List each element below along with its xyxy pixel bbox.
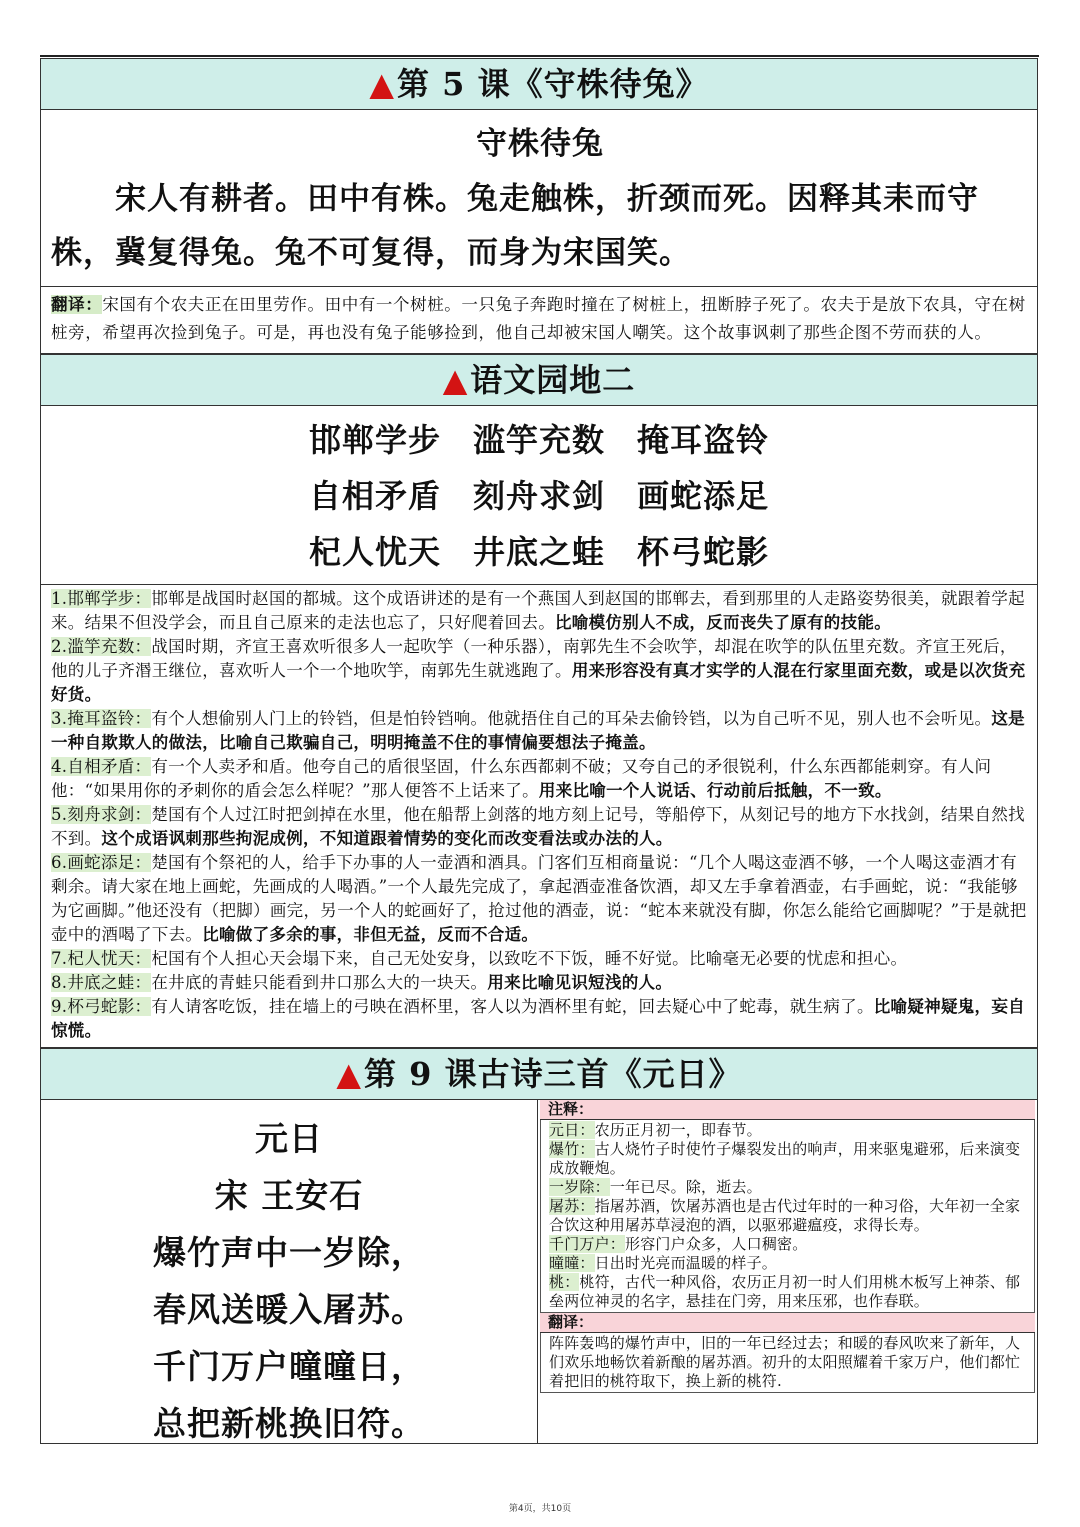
explanation-item <box>51 851 1027 947</box>
explanation-meaning: 这个成语讽刺那些拘泥成例，不知道跟着情势的变化而改变看法或办法的人。 <box>101 829 673 848</box>
idiom: 邯郸学步 <box>308 421 441 459</box>
explanation-text: 杞国有个人担心天会塌下来，自己无处安身，以致吃不下饭，睡不好觉。比喻毫无必要的忧虑和担心。 <box>151 949 908 968</box>
idiom: 滥竽充数 <box>472 421 605 459</box>
poem-line: 千门万户曈曈日， <box>153 1347 425 1386</box>
explanation-text: 邯郸是战国时赵国的都城。这个成语讲述的是有一个燕国人到赵国的邯郸去，看到那里的人走路姿势很美，就跟着学起来。结果不但没学会，而且自己原来的走法也忘了，只好爬着回去。 <box>51 589 1025 632</box>
lesson9-content <box>41 1100 1037 1444</box>
explanation-key: 7.杞人忧天： <box>51 949 152 968</box>
explanation-key: 5.刻舟求剑： <box>51 805 152 824</box>
explanation-text: 有人请客吃饭，挂在墙上的弓映在酒杯里，客人以为酒杯里有蛇，回去疑心中了蛇毒，就生病了。 <box>151 997 874 1016</box>
note-key: 曈曈： <box>549 1254 595 1272</box>
idiom: 杞人忧天 <box>308 533 441 571</box>
translation-label: 翻译： <box>51 295 103 314</box>
triangle-icon: ▲ <box>369 65 396 103</box>
explanation-meaning: 用来比喻一个人说话、行动前后抵触，不一致。 <box>538 781 892 800</box>
explanation-meaning: 比喻模仿别人不成，反而丧失了原有的技能。 <box>555 613 891 632</box>
explanation-key: 9.杯弓蛇影： <box>51 997 152 1016</box>
garden2-heading <box>41 354 1037 406</box>
explanation-text: 楚国有个祭祀的人，给手下办事的人一壶酒和酒具。门客们互相商量说：“几个人喝这壶酒不够，一个人喝这壶酒才有剩余。请大家在地上画蛇，先画成的人喝酒。”一个人最先完成了，拿起酒壶准备饮酒，却又左手拿着酒壶，右手画蛇，说：“我能够为它画脚。”他还没有（把脚）画完，另一个人的蛇画好了，抢过他的酒壶，说：“蛇本来就没有脚，你怎么能给它画脚呢？”于是就把壶中的酒喝了下去。 <box>51 853 1027 944</box>
note-text: 一年已尽。除，逝去。 <box>609 1178 762 1196</box>
note-item <box>549 1197 1026 1235</box>
idiom-row <box>41 468 1037 524</box>
note-item <box>549 1121 1026 1140</box>
worksheet <box>40 58 1038 1444</box>
note-text: 指屠苏酒，饮屠苏酒也是古代过年时的一种习俗，大年初一全家合饮这种用屠苏草浸泡的酒，以驱邪避瘟疫，求得长寿。 <box>549 1197 1021 1234</box>
poem-author: 宋 王安石 <box>214 1176 364 1215</box>
lesson9-heading <box>41 1048 1037 1100</box>
poem-line: 爆竹声中一岁除， <box>153 1233 425 1272</box>
explanation-meaning: 这是一种自欺欺人的做法，比喻自己欺骗自己，明明掩盖不住的事情偏要想法子掩盖。 <box>51 709 1025 752</box>
explanation-key: 8.井底之蛙： <box>51 973 152 992</box>
top-rule <box>40 55 1039 57</box>
note-key: 一岁除： <box>549 1178 610 1196</box>
idiom: 自相矛盾 <box>308 477 441 515</box>
explanation-text: 在井底的青蛙只能看到井口那么大的一块天。 <box>151 973 488 992</box>
explanation-item <box>51 635 1027 707</box>
lesson5-translation <box>41 287 1037 354</box>
idiom-row <box>41 524 1037 580</box>
note-item <box>549 1235 1026 1254</box>
poem-translation: 阵阵轰鸣的爆竹声中，旧的一年已经过去；和暖的春风吹来了新年，人们欢乐地畅饮着新酿的屠苏酒。初升的太阳照耀着千家万户，他们都忙着把旧的桃符取下，换上新的桃符. <box>540 1333 1035 1393</box>
note-item <box>549 1178 1026 1197</box>
explanation-key: 4.自相矛盾： <box>51 757 152 776</box>
idiom: 画蛇添足 <box>637 477 770 515</box>
idiom: 杯弓蛇影 <box>637 533 770 571</box>
idiom: 井底之蛙 <box>472 533 605 571</box>
explanation-key: 1.邯郸学步： <box>51 589 152 608</box>
explanation-key: 6.画蛇添足： <box>51 853 152 872</box>
idiom: 掩耳盗铃 <box>637 421 770 459</box>
poem-line: 春风送暖入屠苏。 <box>153 1290 425 1329</box>
note-item <box>549 1254 1026 1273</box>
poem-translation-label: 翻译： <box>540 1313 1035 1333</box>
explanation-item <box>51 803 1027 851</box>
poem-title: 元日 <box>255 1119 323 1158</box>
lesson5-title: 守株待兔 <box>476 126 604 162</box>
explanation-text: 有一个人卖矛和盾。他夸自己的盾很坚固，什么东西都刺不破；又夸自己的矛很锐利，什么东西都能刺穿。有人问他：“如果用你的矛刺你的盾会怎么样呢？”那人便答不上话来了。 <box>51 757 992 800</box>
notes-list <box>540 1120 1035 1313</box>
explanation-text: 战国时期，齐宣王喜欢听很多人一起吹竽（一种乐器），南郭先生不会吹竽，却混在吹竽的队伍里充数。齐宣王死后，他的儿子齐湣王继位，喜欢听人一个一个地吹竽，南郭先生就逃跑了。 <box>51 637 1017 680</box>
idiom: 刻舟求剑 <box>472 477 605 515</box>
note-text: 桃符，古代一种风俗，农历正月初一时人们用桃木板写上神荼、郁垒两位神灵的名字，悬挂在门旁，用来压邪，也作春联。 <box>549 1273 1021 1310</box>
idiom-explanations <box>41 585 1037 1048</box>
explanation-meaning: 用来比喻见识短浅的人。 <box>487 973 673 992</box>
notes-label: 注释： <box>540 1100 1035 1120</box>
idiom-row <box>41 412 1037 468</box>
lesson5-heading-text: 第 5 课《守株待兔》 <box>397 65 709 103</box>
triangle-icon: ▲ <box>336 1055 363 1093</box>
explanation-item <box>51 947 1027 971</box>
explanation-item <box>51 707 1027 755</box>
explanation-key: 2.滥竽充数： <box>51 637 152 656</box>
lesson9-heading-text: 第 9 课古诗三首《元日》 <box>364 1055 742 1093</box>
note-item <box>549 1140 1026 1178</box>
explanation-text: 有个人想偷别人门上的铃铛，但是怕铃铛响。他就捂住自己的耳朵去偷铃铛，以为自己听不见，别人也不会听见。 <box>151 709 992 728</box>
explanation-item <box>51 587 1027 635</box>
page-footer: 第4页，共10页 <box>508 1504 572 1514</box>
explanation-item <box>51 755 1027 803</box>
poem-text <box>41 1100 538 1443</box>
triangle-icon: ▲ <box>442 361 469 399</box>
lesson5-body: 宋人有耕者。田中有株。兔走触株，折颈而死。因释其耒而守株，冀复得兔。兔不可复得，而身为宋国笑。 <box>51 181 979 271</box>
poem-notes <box>538 1100 1037 1443</box>
explanation-meaning: 比喻做了多余的事，非但无益，反而不合适。 <box>202 925 539 944</box>
explanation-key: 3.掩耳盗铃： <box>51 709 152 728</box>
explanation-text: 楚国有个人过江时把剑掉在水里，他在船帮上剑落的地方刻上记号，等船停下，从刻记号的地方下水找剑，结果自然找不到。 <box>51 805 1025 848</box>
note-key: 元日： <box>549 1121 595 1139</box>
garden2-heading-text: 语文园地二 <box>470 361 636 399</box>
explanation-item <box>51 995 1027 1043</box>
note-key: 屠苏： <box>549 1197 595 1215</box>
note-text: 日出时光亮而温暖的样子。 <box>594 1254 778 1272</box>
note-item <box>549 1273 1026 1311</box>
poem-line: 总把新桃换旧符。 <box>153 1404 425 1443</box>
idiom-grid <box>41 406 1037 585</box>
note-text: 农历正月初一，即春节。 <box>594 1121 762 1139</box>
note-key: 千门万户： <box>549 1235 626 1253</box>
explanation-item <box>51 971 1027 995</box>
translation-text: 宋国有个农夫正在田里劳作。田中有一个树桩。一只兔子奔跑时撞在了树桩上，扭断脖子死了。农夫于是放下农具，守在树桩旁，希望再次捡到兔子。可是，再也没有兔子能够捡到，他自己却被宋国人嘲笑。这个故事讽刺了那些企图不劳而获的人。 <box>51 295 1026 342</box>
explanation-meaning: 用来形容没有真才实学的人混在行家里面充数，或是以次货充好货。 <box>51 661 1026 704</box>
lesson5-heading <box>41 58 1037 110</box>
lesson5-classical-text <box>41 110 1037 287</box>
note-text: 形容门户众多，人口稠密。 <box>625 1235 808 1253</box>
explanation-meaning: 比喻疑神疑鬼，妄自惊慌。 <box>51 997 1025 1040</box>
note-key: 桃： <box>549 1273 580 1291</box>
note-text: 古人烧竹子时使竹子爆裂发出的响声，用来驱鬼避邪，后来演变成放鞭炮。 <box>549 1140 1021 1177</box>
note-key: 爆竹： <box>549 1140 595 1158</box>
